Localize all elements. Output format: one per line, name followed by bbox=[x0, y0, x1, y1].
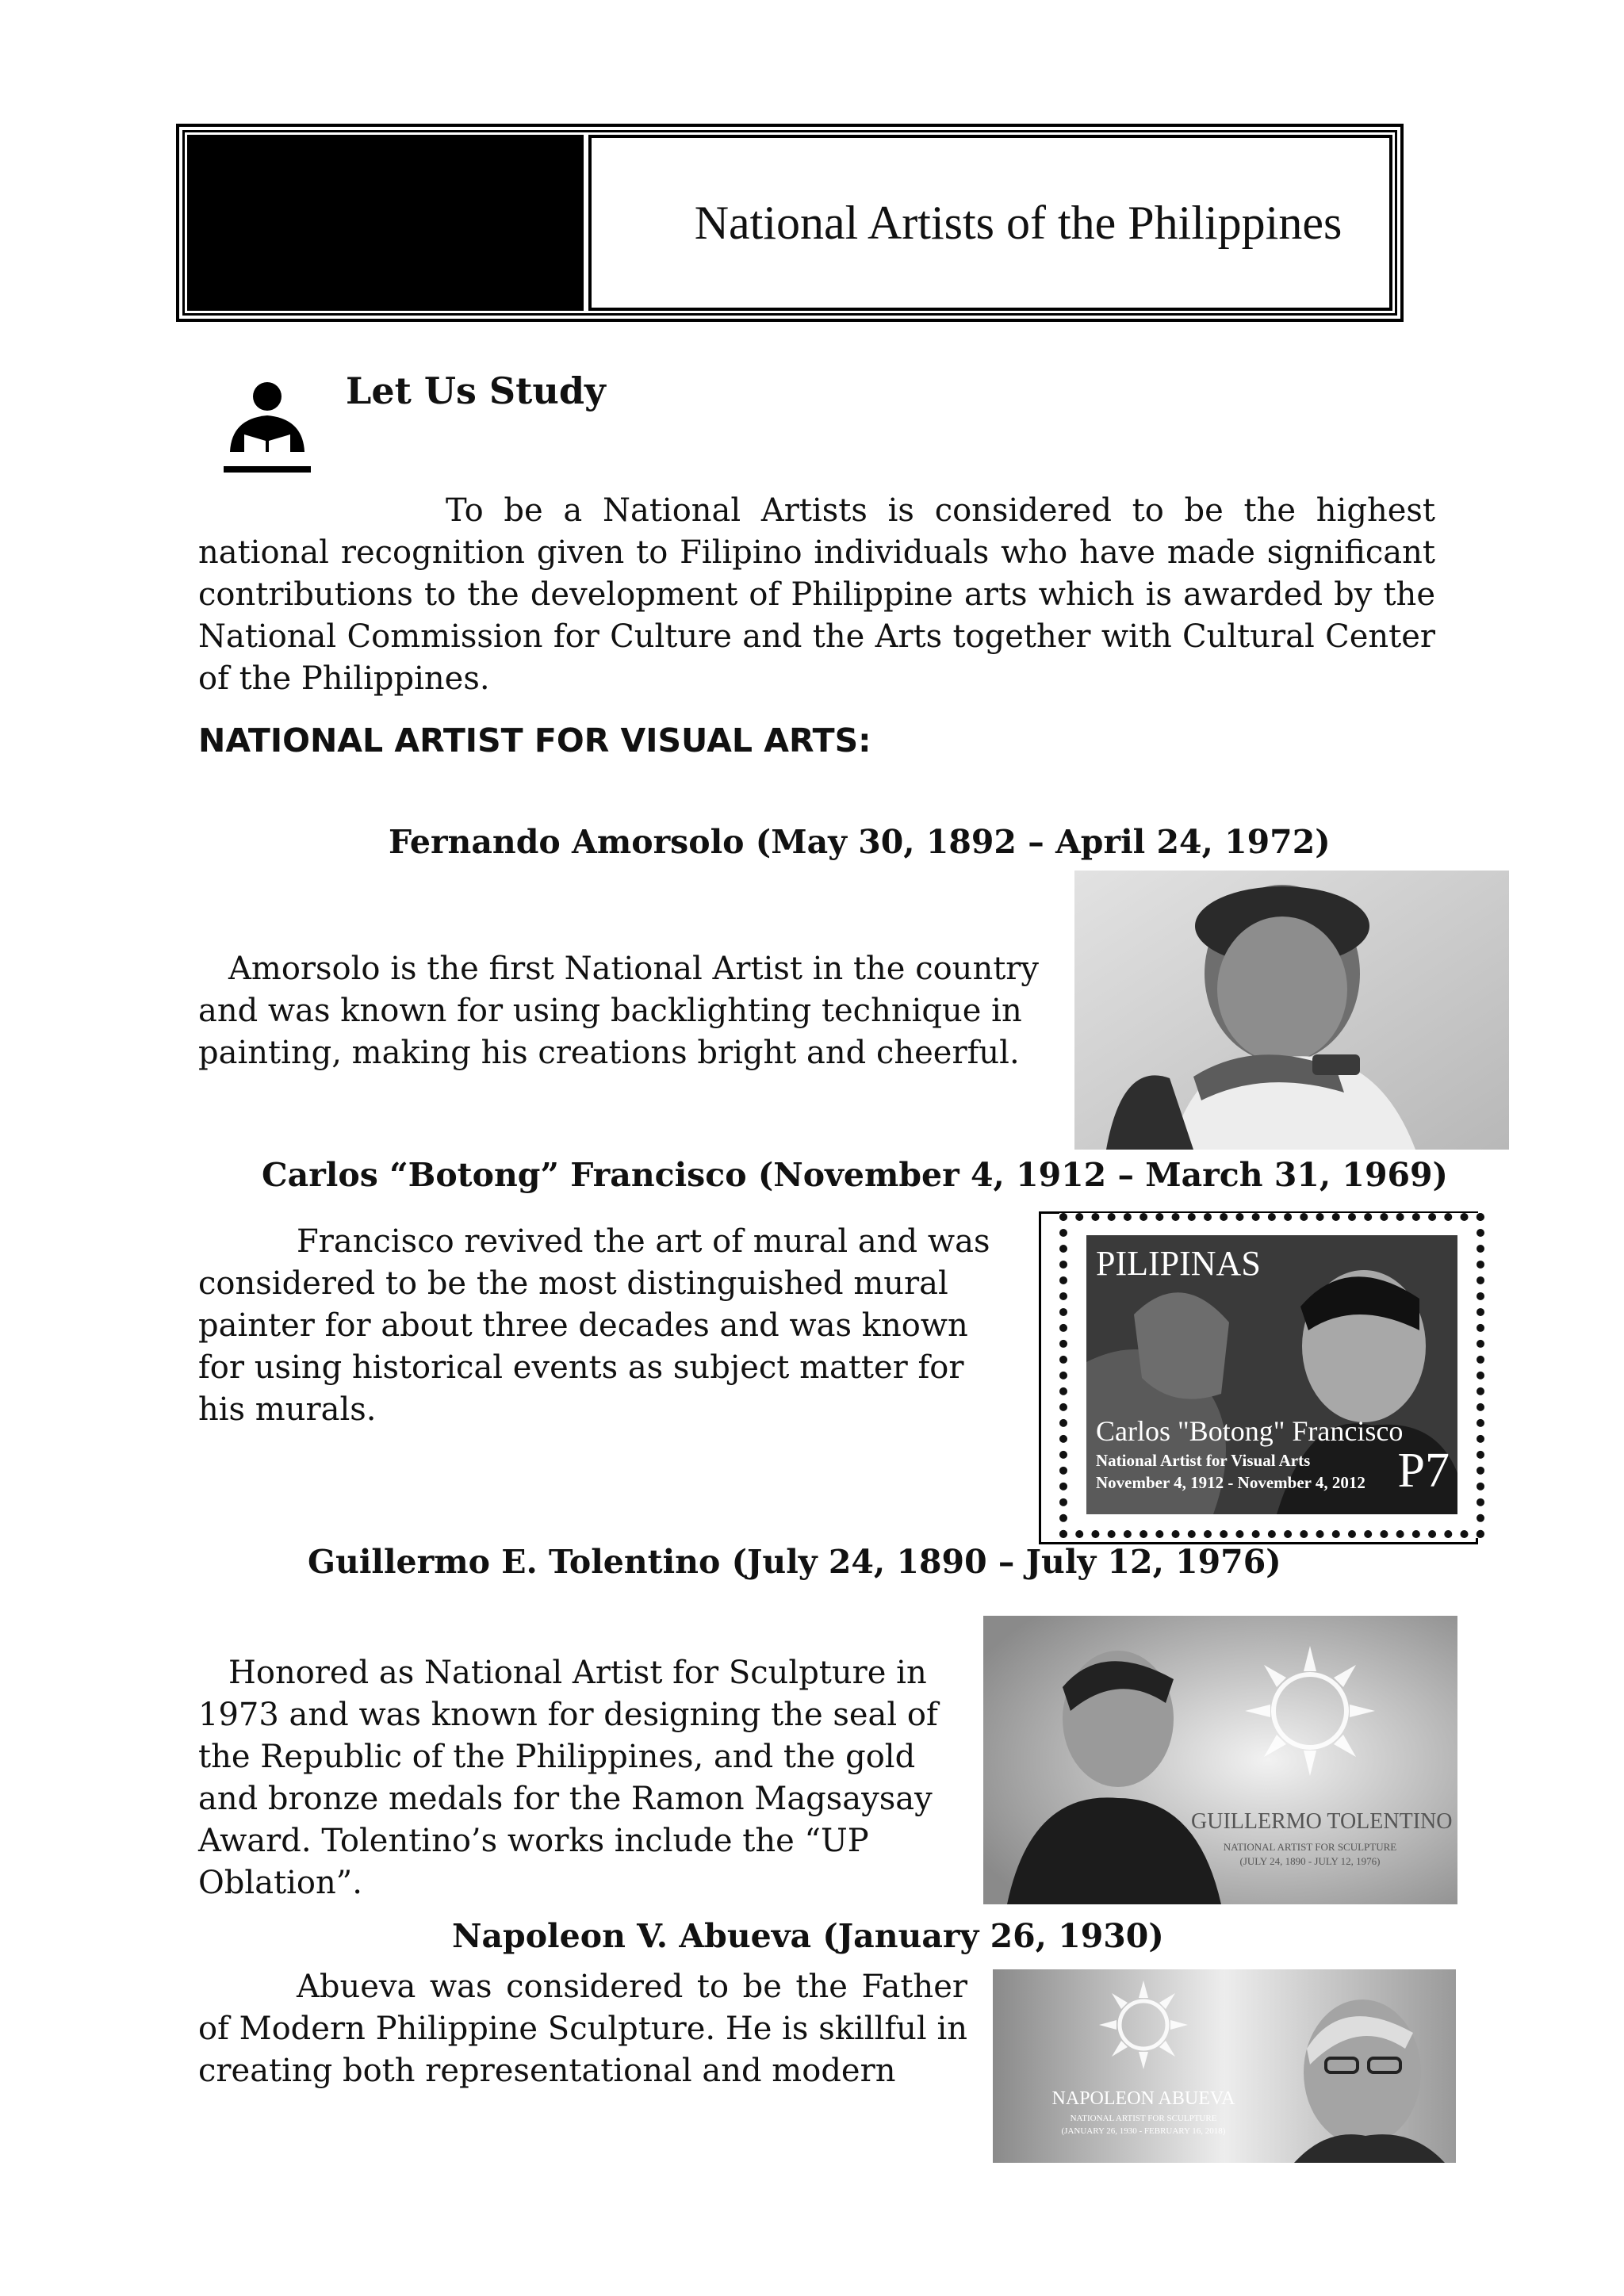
artist-name-francisco: Carlos “Botong” Francisco (November 4, 1912 – March 31, 1969) bbox=[262, 1156, 1448, 1194]
artist-name-amorsolo: Fernando Amorsolo (May 30, 1892 – April 24, 1972) bbox=[389, 823, 1331, 861]
banner-black-block bbox=[187, 135, 584, 311]
artist-description-francisco: Francisco revived the art of mural and was considered to be the most distinguished mural painter for about three decades and was known for using historical events as subject matter for his murals. bbox=[198, 1223, 990, 1428]
abueva-card-title: NATIONAL ARTIST FOR SCULPTURE bbox=[1070, 2114, 1217, 2123]
title-banner bbox=[176, 124, 1404, 322]
francisco-stamp bbox=[1059, 1213, 1484, 1538]
intro-text: To be a National Artists is considered to be the highest national recognition given to Filipino individuals who have made significant contributions to the development of Philippine arts which is awarded by the National Commission for Culture and the Arts together with Cultural Center of the Philippines. bbox=[198, 492, 1435, 697]
tolentino-card-title: NATIONAL ARTIST FOR SCULPTURE bbox=[1223, 1841, 1397, 1853]
amorsolo-portrait-photo bbox=[1074, 871, 1509, 1150]
artist-name-abueva: Napoleon V. Abueva (January 26, 1930) bbox=[452, 1917, 1164, 1955]
artist-description-tolentino: Honored as National Artist for Sculpture in 1973 and was known for designing the seal of the Republic of the Philippines, and the gold and bronze medals for the Ramon Magsaysay Award. Tolentino’s works include the “UP Oblation”. bbox=[198, 1655, 938, 1901]
page-title: National Artists of the Philippines bbox=[694, 196, 1342, 249]
abueva-card-image bbox=[993, 1969, 1456, 2163]
abueva-card-dates: (JANUARY 26, 1930 - FEBRUARY 16, 2018) bbox=[1061, 2126, 1226, 2136]
tolentino-card-image bbox=[983, 1616, 1457, 1904]
visual-arts-heading: NATIONAL ARTIST FOR VISUAL ARTS: bbox=[198, 721, 871, 760]
tolentino-card-dates: (JULY 24, 1890 - JULY 12, 1976) bbox=[1239, 1855, 1381, 1867]
stamp-title: National Artist for Visual Arts bbox=[1096, 1451, 1311, 1470]
banner-title-box bbox=[588, 135, 1392, 311]
stamp-value: P7 bbox=[1397, 1444, 1450, 1498]
artist-name-tolentino: Guillermo E. Tolentino (July 24, 1890 – July 12, 1976) bbox=[308, 1543, 1281, 1581]
intro-paragraph bbox=[198, 490, 1435, 700]
reading-person-icon bbox=[216, 379, 319, 482]
stamp-image-area bbox=[1086, 1235, 1457, 1514]
stamp-country: PILIPINAS bbox=[1096, 1244, 1261, 1283]
artist-description-amorsolo: Amorsolo is the first National Artist in the country and was known for using backlighting technique in painting, making his creations bright and cheerful. bbox=[198, 951, 1039, 1071]
let-us-study-heading: Let Us Study bbox=[346, 369, 606, 412]
tolentino-card-name: GUILLERMO TOLENTINO bbox=[1191, 1809, 1453, 1834]
artist-description-abueva: Abueva was considered to be the Father of Modern Philippine Sculpture. He is skillful in creating both representational and modern bbox=[198, 1969, 967, 2089]
stamp-dates: November 4, 1912 - November 4, 2012 bbox=[1096, 1473, 1365, 1492]
stamp-artist-name: Carlos "Botong" Francisco bbox=[1096, 1415, 1404, 1447]
abueva-card-name: NAPOLEON ABUEVA bbox=[1051, 2088, 1235, 2109]
